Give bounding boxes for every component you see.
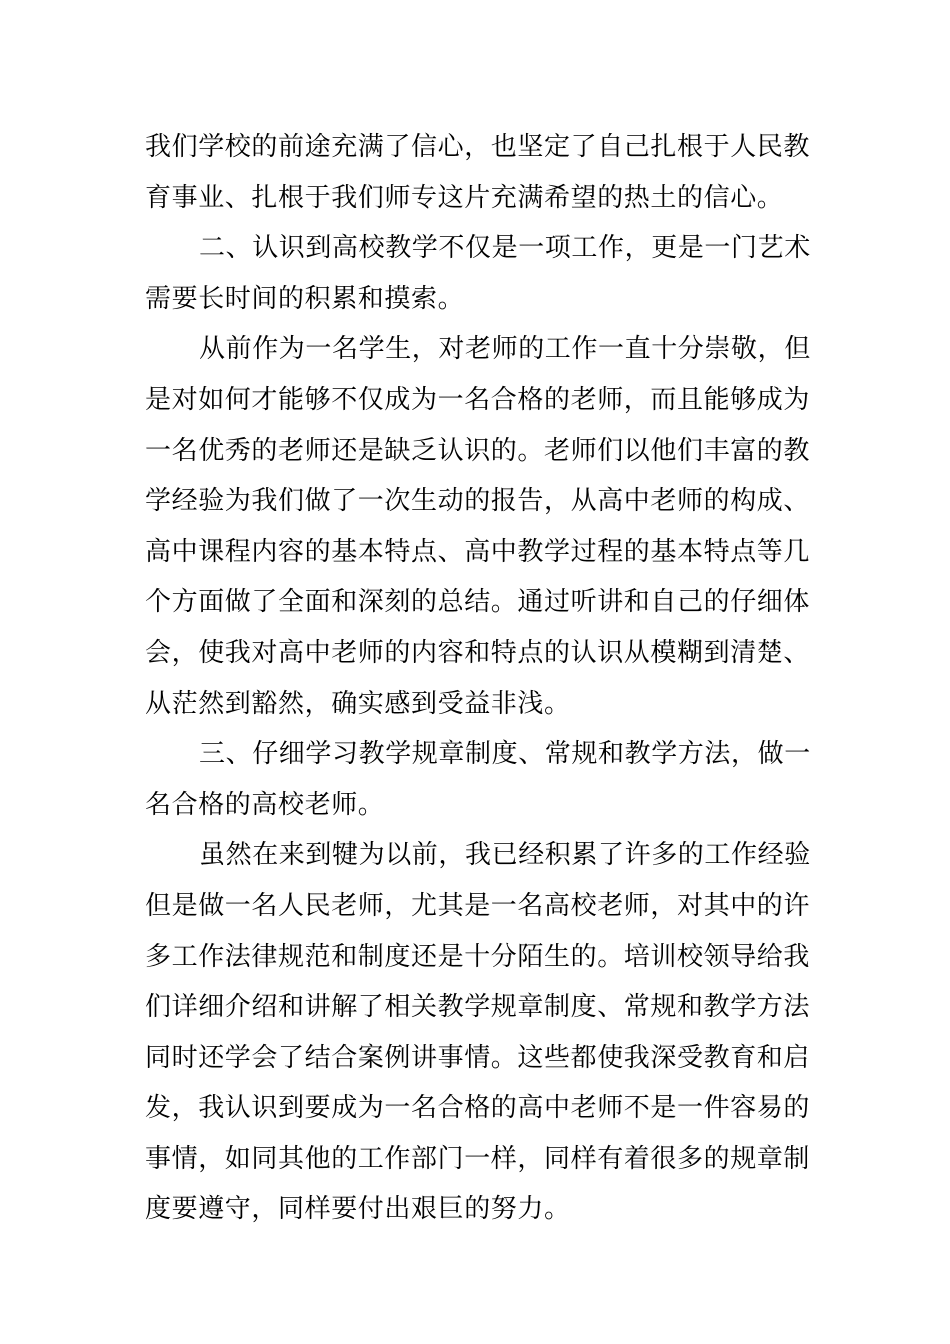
section-heading-line: 二、认识到高校教学不仅是一项工作，更是一门艺术 <box>199 233 811 264</box>
text-line: 度要遵守，同样要付出艰巨的努力。 <box>145 1194 571 1225</box>
text-line: 事情，如同其他的工作部门一样，同样有着很多的规章制 <box>145 1143 811 1174</box>
text-line: 高中课程内容的基本特点、高中教学过程的基本特点等几 <box>145 536 811 567</box>
text-line: 发，我认识到要成为一名合格的高中老师不是一件容易的 <box>145 1093 811 1124</box>
text-line: 个方面做了全面和深刻的总结。通过听讲和自己的仔细体 <box>145 587 811 618</box>
section-heading-line: 需要长时间的积累和摸索。 <box>145 283 465 314</box>
text-line: 虽然在来到犍为以前，我已经积累了许多的工作经验 <box>199 840 811 871</box>
text-line: 是对如何才能够不仅成为一名合格的老师，而且能够成为 <box>145 384 811 415</box>
text-line: 从茫然到豁然，确实感到受益非浅。 <box>145 688 571 719</box>
text-line: 同时还学会了结合案例讲事情。这些都使我深受教育和启 <box>145 1042 811 1073</box>
section-heading-line: 三、仔细学习教学规章制度、常规和教学方法，做一 <box>199 739 811 770</box>
text-line: 会，使我对高中老师的内容和特点的认识从模糊到清楚、 <box>145 637 811 668</box>
text-line: 学经验为我们做了一次生动的报告，从高中老师的构成、 <box>145 486 811 517</box>
document-body <box>145 122 810 1235</box>
text-line: 育事业、扎根于我们师专这片充满希望的热土的信心。 <box>145 182 784 213</box>
text-line: 一名优秀的老师还是缺乏认识的。老师们以他们丰富的教 <box>145 435 811 466</box>
section-heading-line: 名合格的高校老师。 <box>145 789 385 820</box>
text-line: 们详细介绍和讲解了相关教学规章制度、常规和教学方法 <box>145 992 811 1023</box>
text-line: 我们学校的前途充满了信心，也坚定了自己扎根于人民教 <box>145 132 811 162</box>
text-line: 多工作法律规范和制度还是十分陌生的。培训校领导给我 <box>145 941 811 972</box>
text-line: 从前作为一名学生，对老师的工作一直十分崇敬，但 <box>199 334 811 365</box>
text-line: 但是做一名人民老师，尤其是一名高校老师，对其中的许 <box>145 890 811 921</box>
